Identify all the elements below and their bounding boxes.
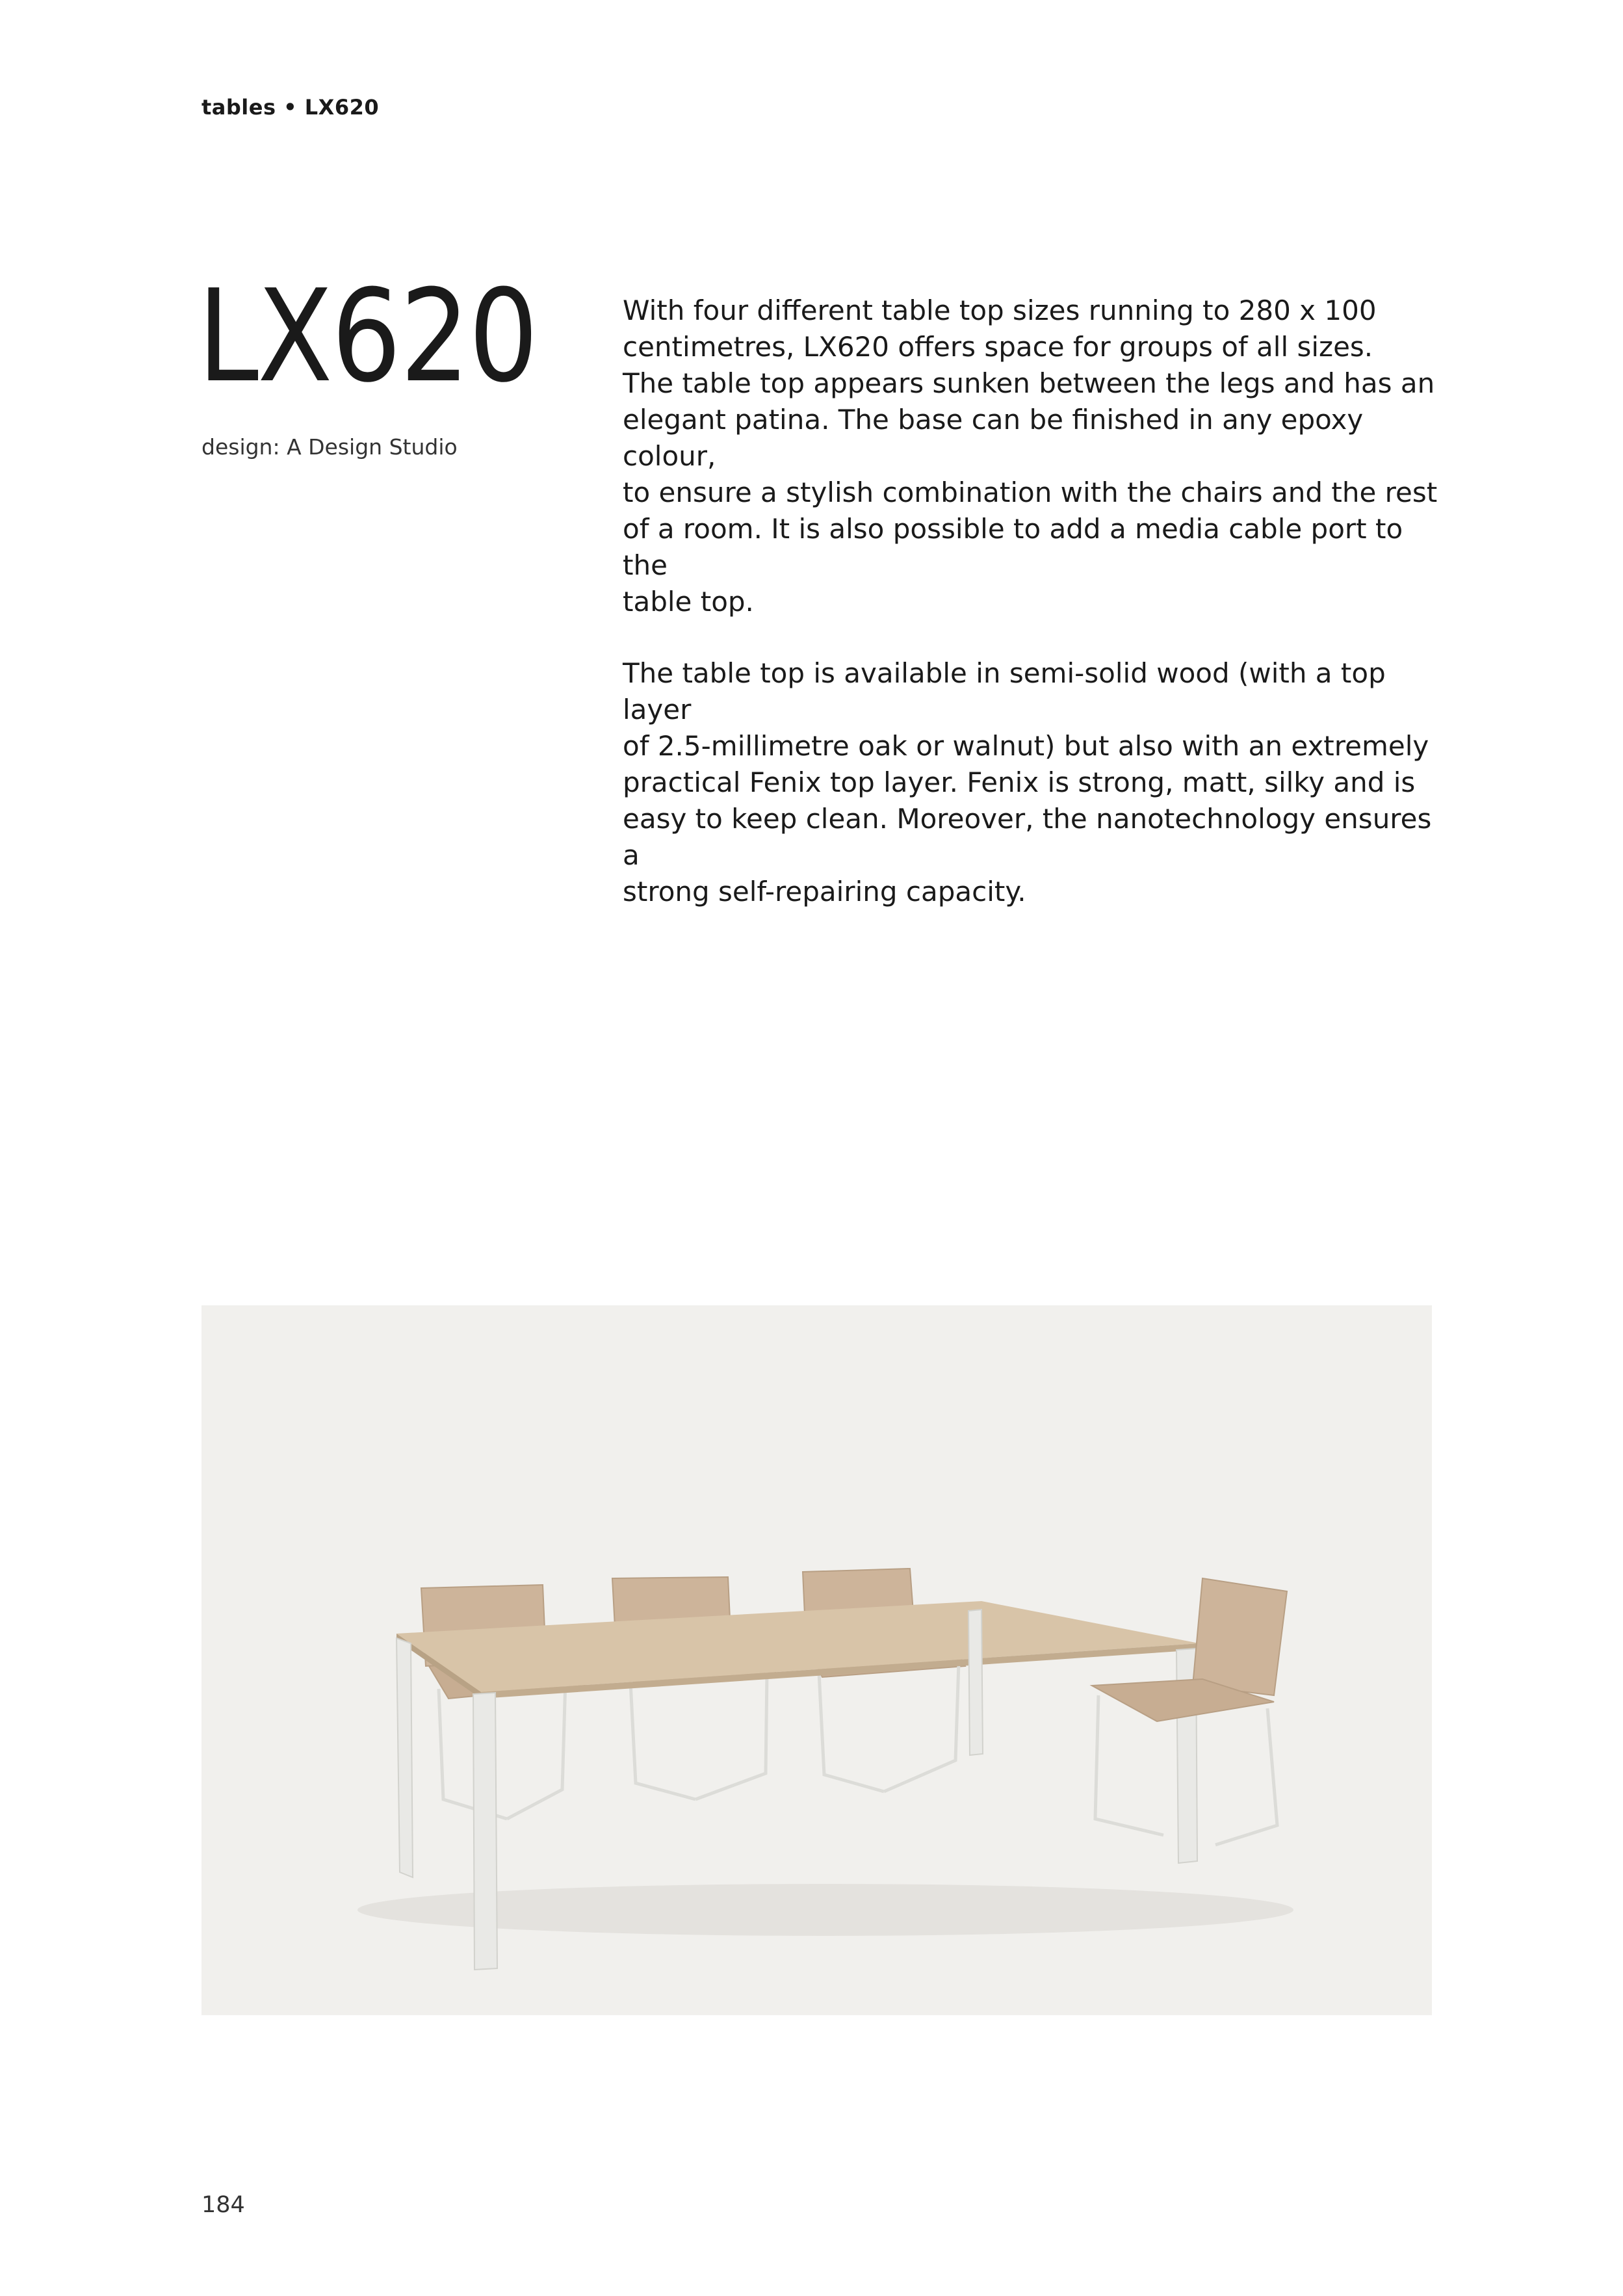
product-photo [201, 1305, 1432, 2015]
description-paragraph-2: The table top is available in semi-solid wood (with a top layer of 2.5-millimetre oak or walnut) but also with an extremely practical Fenix top layer. Fenix is strong, matt, silky and is easy to keep clean. Moreover, the nanotechnology ensures a strong self-repairing capacity. [623, 657, 1432, 907]
floor-shadow [357, 1884, 1293, 1936]
table-and-chairs-illustration [201, 1305, 1432, 2015]
description-paragraph-1: With four different table top sizes running to 280 x 100 centimetres, LX620 offers space for groups of all sizes. The table top appears sunken between the legs and has an elegant patina. The base can be finished in any epoxy colour, to ensure a stylish combination with the chairs and the rest of a room. It is also possible to add a media cable port to the table top. [623, 294, 1438, 618]
designer-credit: design: A Design Studio [201, 434, 458, 460]
page-title: LX620 [198, 263, 538, 411]
page-number: 184 [201, 2192, 245, 2218]
description [623, 293, 1442, 945]
breadcrumb: tables • LX620 [201, 95, 380, 120]
